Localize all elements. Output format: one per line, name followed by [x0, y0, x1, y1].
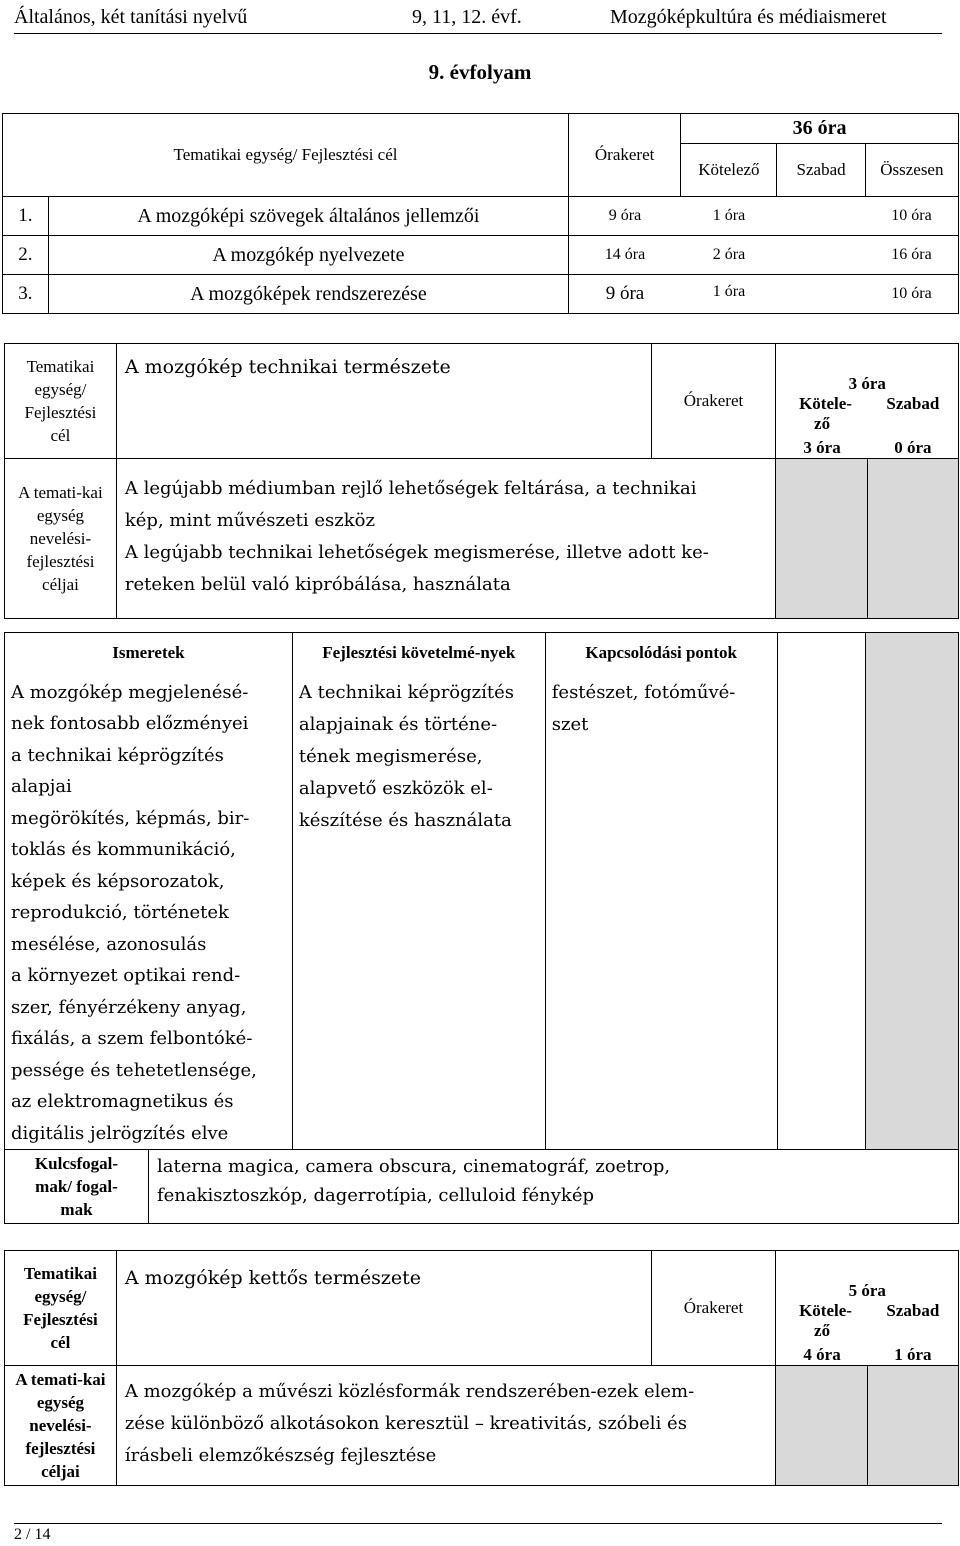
details-key-concepts — [148, 1150, 958, 1224]
unit1-free-cell — [868, 394, 959, 459]
unit1-hours-label: Órakeret — [651, 344, 776, 459]
row-sum-cell — [777, 275, 959, 314]
unit2-goals — [116, 1365, 776, 1485]
knowledge-line: nek fontosabb előzményei — [11, 713, 249, 734]
details-key-label: Kulcsfogal-mak/ fogal-mak — [5, 1150, 149, 1224]
unit1-grey-cell — [776, 458, 868, 618]
details-empty-cell — [777, 633, 866, 1150]
unit2-mandatory-label: Kötele-ző — [799, 1300, 852, 1340]
summary-header-mandatory: Kötelező — [681, 144, 777, 197]
details-requirements — [292, 673, 545, 1150]
details-knowledge — [5, 673, 293, 1150]
summary-header-free: Szabad — [777, 144, 865, 197]
row-title: A mozgókép nyelvezete — [48, 236, 568, 275]
unit1-grey-cell — [868, 458, 959, 618]
goal-line: A mozgókép a művészi közlésformák rendszerében-ezek elem- — [124, 1380, 695, 1402]
requirement-line: A technikai képrögzítés — [298, 681, 515, 703]
knowledge-line: digitális jelrögzítés elve — [11, 1122, 229, 1144]
unit1-free: 0 óra — [894, 437, 932, 457]
knowledge-line: toklás és kommunikáció, — [11, 839, 236, 860]
key-line: fenakisztoszkóp, dagerrotípia, celluloid fénykép — [156, 1185, 595, 1206]
knowledge-line: képek és képsorozatok, — [11, 870, 225, 892]
knowledge-line: a technikai képrögzítés — [11, 744, 224, 766]
unit1-mandatory-label: Kötele-ző — [799, 393, 852, 433]
unit2-grey-cell — [868, 1365, 959, 1485]
unit2-free-cell — [868, 1301, 959, 1366]
row-mandatory-cell — [568, 275, 777, 314]
header-grades: 9, 11, 12. évf. — [412, 6, 522, 28]
unit1-label-goals: A temati-kai egység nevelési-fejlesztési céljai — [5, 458, 117, 618]
row-title: A mozgóképek rendszerezése — [48, 275, 568, 314]
row-sum-cell — [777, 236, 959, 275]
knowledge-line: szer, fényérzékeny anyag, — [11, 996, 247, 1018]
unit2-free: 1 óra — [894, 1344, 932, 1364]
unit2-mandatory-cell — [776, 1301, 868, 1366]
summary-table — [2, 113, 959, 314]
details-links — [545, 673, 777, 1150]
goal-line: kép, mint művészeti eszköz — [124, 509, 375, 531]
goal-line: reteken belül való kipróbálása, használata — [124, 573, 511, 595]
row-title: A mozgóképi szövegek általános jellemzői — [48, 197, 568, 236]
grade-title: 9. évfolyam — [428, 60, 532, 84]
unit1-total: 3 óra — [776, 344, 959, 394]
unit1-mandatory: 3 óra — [803, 437, 841, 457]
row-free: 2 óra — [712, 246, 746, 263]
unit2-label-unit: Tematikai egység/ Fejlesztési cél — [5, 1251, 117, 1366]
goal-line: A legújabb technikai lehetőségek megismerése, illetve adott ke- — [124, 541, 709, 563]
row-mandatory: 14 óra — [604, 246, 646, 263]
knowledge-line: megörökítés, képmás, bir- — [11, 807, 250, 829]
unit1-table — [4, 343, 959, 619]
row-sum: 10 óra — [891, 207, 932, 224]
unit2-title: A mozgókép kettős természete — [116, 1251, 651, 1366]
summary-row — [3, 197, 959, 236]
unit2-grey-cell — [776, 1365, 868, 1485]
unit1-goals — [116, 458, 776, 618]
knowledge-line: az elektromagnetikus és — [11, 1091, 234, 1112]
row-sum: 10 óra — [891, 285, 932, 302]
goal-line: A legújabb médiumban rejlő lehetőségek feltárása, a technikai — [124, 477, 697, 499]
unit2-free-label: Szabad — [886, 1300, 940, 1320]
key-line: laterna magica, camera obscura, cinematográf, zoetrop, — [156, 1156, 671, 1177]
goal-line: írásbeli elemzőkészség fejlesztése — [124, 1444, 437, 1466]
unit1-free-label: Szabad — [886, 393, 940, 413]
header-rule — [14, 33, 942, 34]
unit2-total: 5 óra — [776, 1251, 959, 1301]
unit1-label-unit: Tematikai egység/ Fejlesztési cél — [5, 344, 117, 459]
details-header-links: Kapcsolódási pontok — [545, 633, 777, 673]
details-table — [4, 632, 959, 1224]
row-mandatory-cell — [568, 197, 777, 236]
row-mandatory: 9 óra — [608, 207, 642, 224]
row-number: 1. — [3, 197, 49, 236]
page-number: 2 / 14 — [14, 1526, 51, 1543]
details-header-knowledge: Ismeretek — [5, 633, 293, 673]
details-grey-cell — [866, 633, 959, 1150]
row-sum-cell — [777, 197, 959, 236]
unit2-table — [4, 1250, 959, 1486]
unit2-label-goals: A temati-kai egység nevelési-fejlesztési céljai — [5, 1365, 117, 1485]
row-sum: 16 óra — [891, 246, 932, 263]
knowledge-line: a környezet optikai rend- — [11, 965, 241, 986]
requirement-line: készítése és használata — [298, 809, 512, 831]
summary-header-sum: Összesen — [865, 144, 958, 197]
summary-total: 36 óra — [681, 114, 959, 144]
knowledge-line: reprodukció, történetek — [11, 902, 229, 923]
knowledge-line: A mozgókép megjelenésé- — [11, 681, 249, 703]
summary-row — [3, 236, 959, 275]
goal-line: zése különböző alkotásokon keresztül – kreativitás, szóbeli és — [124, 1412, 687, 1434]
header-school: Általános, két tanítási nyelvű — [14, 6, 248, 28]
unit1-mandatory-cell — [776, 394, 868, 459]
footer-rule — [14, 1523, 942, 1524]
requirement-line: tének megismerése, — [298, 745, 483, 767]
summary-header-hours: Órakeret — [568, 114, 680, 197]
knowledge-line: fixálás, a szem felbontóké- — [11, 1028, 253, 1049]
unit2-mandatory: 4 óra — [803, 1344, 841, 1364]
knowledge-line: mesélése, azonosulás — [11, 933, 207, 955]
requirement-line: alapvető eszközök el- — [298, 777, 493, 799]
summary-header-unit: Tematikai egység/ Fejlesztési cél — [3, 114, 569, 197]
knowledge-line: alapjai — [11, 776, 72, 797]
link-line: szet — [551, 713, 589, 735]
details-header-requirements: Fejlesztési követelmé-nyek — [292, 633, 545, 673]
row-number: 2. — [3, 236, 49, 275]
link-line: festészet, fotóművé- — [551, 681, 736, 703]
row-mandatory: 9 óra — [605, 283, 645, 304]
page-header — [0, 4, 960, 34]
knowledge-line: pessége és tehetetlensége, — [11, 1059, 257, 1081]
unit2-hours-label: Órakeret — [651, 1251, 776, 1366]
header-subject: Mozgóképkultúra és médiaismeret — [610, 6, 887, 28]
row-free: 1 óra — [712, 207, 746, 224]
summary-row — [3, 275, 959, 314]
row-mandatory-cell — [568, 236, 777, 275]
row-free: 1 óra — [712, 283, 746, 300]
requirement-line: alapjainak és történe- — [298, 713, 498, 735]
unit1-title: A mozgókép technikai természete — [116, 344, 651, 459]
row-number: 3. — [3, 275, 49, 314]
